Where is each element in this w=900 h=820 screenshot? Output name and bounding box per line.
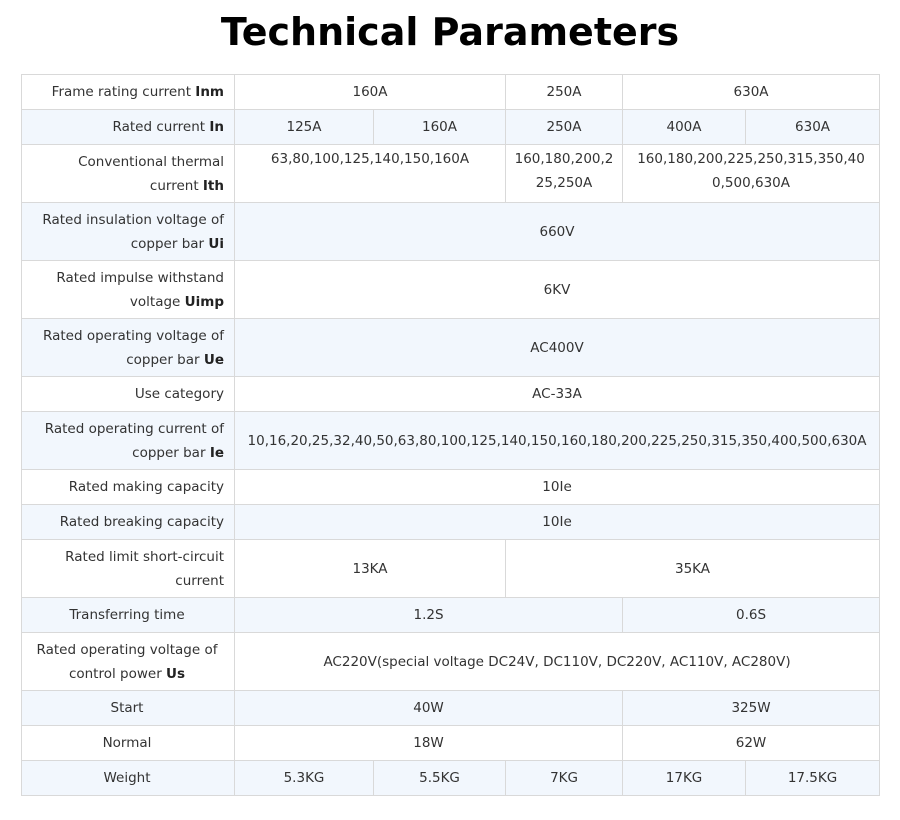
table-row-insulation-voltage <box>22 203 880 261</box>
table-row-operating-voltage-copper-bar <box>22 319 880 377</box>
symbol: In <box>209 119 224 135</box>
row-label <box>22 203 235 261</box>
table-cell: 17KG <box>623 761 746 796</box>
page-title: Technical Parameters <box>220 10 680 54</box>
row-label <box>22 145 235 203</box>
row-label: Rated making capacity <box>22 470 235 505</box>
table-row-conventional-thermal-current <box>22 145 880 203</box>
table-cell: 40W <box>235 691 623 726</box>
row-label <box>22 633 235 691</box>
row-label: Rated breaking capacity <box>22 505 235 540</box>
table-row-impulse-withstand-voltage <box>22 261 880 319</box>
row-label: Normal <box>22 726 235 761</box>
table-cell: 160A <box>235 75 506 110</box>
table-cell: AC400V <box>235 319 880 377</box>
label-text: Rated operating voltage of copper bar <box>43 327 224 368</box>
row-label <box>22 110 235 145</box>
table-row-short-circuit-current <box>22 540 880 598</box>
table-cell: 250A <box>506 75 623 110</box>
table-row-rated-current <box>22 110 880 145</box>
symbol: Ie <box>209 444 224 461</box>
table-cell: 1.2S <box>235 598 623 633</box>
label-text: Rated operating voltage of control power <box>36 641 218 682</box>
row-label: Start <box>22 691 235 726</box>
label-text: Rated current <box>112 119 206 135</box>
row-label <box>22 412 235 470</box>
table-cell: 250A <box>506 110 623 145</box>
table-cell: 10Ie <box>235 470 880 505</box>
label-text: Rated operating current of copper bar <box>44 420 224 461</box>
symbol: Ue <box>203 351 224 368</box>
symbol: Uimp <box>184 293 224 310</box>
table-row-use-category <box>22 377 880 412</box>
table-cell: 5.5KG <box>374 761 506 796</box>
symbol: Ith <box>202 177 224 194</box>
table-cell: 13KA <box>235 540 506 598</box>
row-label <box>22 319 235 377</box>
table-cell: 62W <box>623 726 880 761</box>
table-cell: 660V <box>235 203 880 261</box>
table-cell: 5.3KG <box>235 761 374 796</box>
row-label <box>22 261 235 319</box>
table-cell: 35KA <box>506 540 880 598</box>
table-row-weight <box>22 761 880 796</box>
row-label <box>22 75 235 110</box>
table-cell: 7KG <box>506 761 623 796</box>
table-cell: 630A <box>623 75 880 110</box>
table-row-frame-rating-current <box>22 75 880 110</box>
table-row-control-power-voltage <box>22 633 880 691</box>
table-row-transferring-time <box>22 598 880 633</box>
technical-parameters-table <box>21 74 880 796</box>
table-cell: 325W <box>623 691 880 726</box>
table-cell: 18W <box>235 726 623 761</box>
table-cell: 160,180,200,225,250A <box>506 145 623 203</box>
symbol: Ui <box>208 235 224 252</box>
table-cell: 630A <box>746 110 880 145</box>
table-cell: 10Ie <box>235 505 880 540</box>
table-cell: 63,80,100,125,140,150,160A <box>235 145 506 203</box>
table-row-operating-current-copper-bar <box>22 412 880 470</box>
row-label: Weight <box>22 761 235 796</box>
table-cell: 17.5KG <box>746 761 880 796</box>
row-label: Use category <box>22 377 235 412</box>
label-text: Conventional thermal current <box>78 153 224 194</box>
table-cell: 400A <box>623 110 746 145</box>
table-cell: AC220V(special voltage DC24V, DC110V, DC220V, AC110V, AC280V) <box>235 633 880 691</box>
table-cell: AC-33A <box>235 377 880 412</box>
label-text: Rated impulse withstand voltage <box>56 269 224 310</box>
table-row-breaking-capacity <box>22 505 880 540</box>
symbol: Us <box>166 665 186 682</box>
table-row-start <box>22 691 880 726</box>
label-text: Frame rating current <box>51 84 191 100</box>
table-cell: 0.6S <box>623 598 880 633</box>
table-cell: 10,16,20,25,32,40,50,63,80,100,125,140,150,160,180,200,225,250,315,350,400,500,630A <box>235 412 880 470</box>
table-row-normal <box>22 726 880 761</box>
table-cell: 125A <box>235 110 374 145</box>
table-cell: 160A <box>374 110 506 145</box>
table-row-making-capacity <box>22 470 880 505</box>
symbol: Inm <box>195 84 224 100</box>
row-label: Rated limit short-circuit current <box>22 540 235 598</box>
table-cell: 160,180,200,225,250,315,350,400,500,630A <box>623 145 880 203</box>
table-cell: 6KV <box>235 261 880 319</box>
row-label: Transferring time <box>22 598 235 633</box>
label-text: Rated insulation voltage of copper bar <box>42 211 224 252</box>
